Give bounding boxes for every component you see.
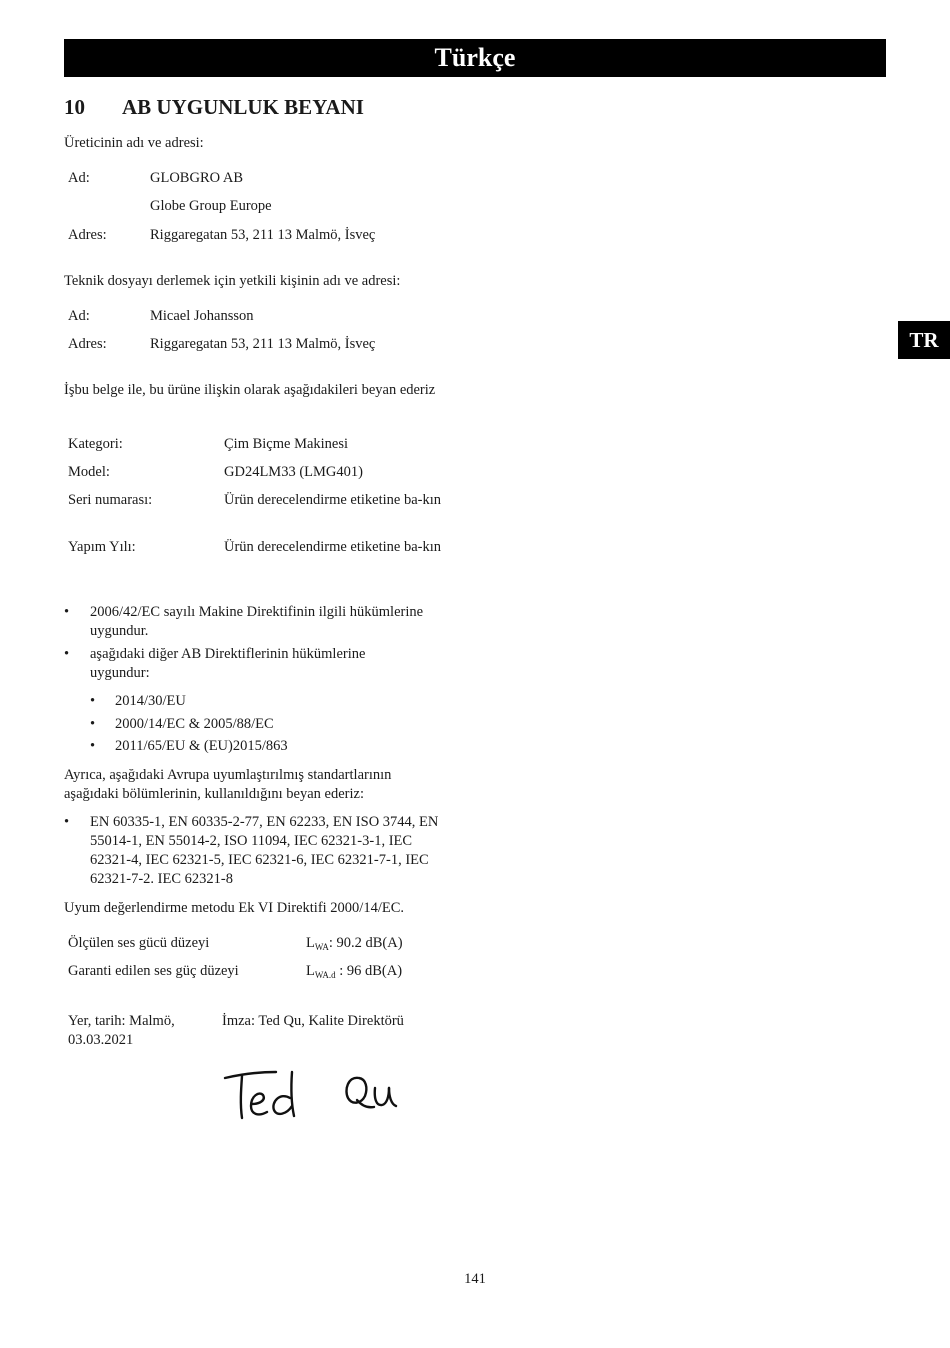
directive-sub-item: 2011/65/EU & (EU)2015/863 xyxy=(115,738,288,754)
technical-file-intro: Teknik dosyayı derlemek için yetkili kişinin adı ve adresi: xyxy=(64,273,401,289)
signature-label: İmza: Ted Qu, Kalite Direktörü xyxy=(222,1013,404,1029)
technical-file-address: Riggaregatan 53, 211 13 Malmö, İsveç xyxy=(150,336,376,352)
declaration-row-label: Yapım Yılı: xyxy=(68,539,136,555)
declaration-row-value: GD24LM33 (LMG401) xyxy=(224,464,363,480)
measured-noise-value: $L_{WA}$: 90.2 dB(A) xyxy=(306,935,403,952)
bullet-icon: • xyxy=(90,693,96,709)
declaration-row-label: Model: xyxy=(68,464,110,480)
technical-file-name: Micael Johansson xyxy=(150,308,254,324)
declaration-row-value: Ürün derecelendirme etiketine ba-kın xyxy=(224,492,441,508)
manufacturer-intro: Üreticinin adı ve adresi: xyxy=(64,135,204,151)
page-number: 141 xyxy=(464,1271,486,1287)
section-title: AB UYGUNLUK BEYANI xyxy=(122,95,364,119)
manufacturer-name: GLOBGRO AB xyxy=(150,170,244,186)
declaration-row-label: Kategori: xyxy=(68,436,123,452)
place-date: Yer, tarih: Malmö, 03.03.2021 xyxy=(68,1013,175,1048)
directive-item: aşağıdaki diğer AB Direktiflerinin hükümlerine uygundur: xyxy=(90,646,366,681)
manufacturer-address: Riggaregatan 53, 211 13 Malmö, İsveç xyxy=(150,227,376,243)
declaration-row-label: Seri numarası: xyxy=(68,492,153,508)
declaration-row-value: Çim Biçme Makinesi xyxy=(224,436,349,452)
declaration-row-value: Ürün derecelendirme etiketine ba-kın xyxy=(224,539,441,555)
language-title: Türkçe xyxy=(434,43,516,72)
measured-noise-label: Ölçülen ses gücü düzeyi xyxy=(68,935,210,951)
standards-intro: Ayrıca, aşağıdaki Avrupa uyumlaştırılmış standartlarının aşağıdaki bölümlerinin, kullanıldığını beyan ederiz: xyxy=(64,767,392,802)
directive-item: 2006/42/EC sayılı Makine Direktifinin ilgili hükümlerine uygundur. xyxy=(90,604,424,639)
bullet-icon: • xyxy=(64,604,70,620)
directive-sub-item: 2014/30/EU xyxy=(115,693,186,709)
language-header-bar xyxy=(64,39,886,77)
bullet-icon: • xyxy=(64,646,70,662)
guaranteed-noise-value: $L_{WA.d}$ : 96 dB(A) xyxy=(306,963,403,980)
technical-file-name-label: Ad: xyxy=(68,308,90,324)
manufacturer-name-label: Ad: xyxy=(68,170,90,186)
bullet-icon: • xyxy=(64,814,70,830)
declaration-intro: İşbu belge ile, bu ürüne ilişkin olarak aşağıdakileri beyan ederiz xyxy=(64,382,436,398)
manufacturer-name-line2: Globe Group Europe xyxy=(150,198,272,214)
directive-sub-item: 2000/14/EC & 2005/88/EC xyxy=(115,716,274,732)
technical-file-address-label: Adres: xyxy=(68,336,107,352)
guaranteed-noise-label: Garanti edilen ses güç düzeyi xyxy=(68,963,239,979)
conformity-method: Uyum değerlendirme metodu Ek VI Direktifi 2000/14/EC. xyxy=(64,900,405,916)
section-number: 10 xyxy=(64,95,85,119)
standards-list: EN 60335-1, EN 60335-2-77, EN 62233, EN ISO 3744, EN 55014-1, EN 55014-2, ISO 11094, IEC 62321-3-1, IEC 62321-4, IEC 62321-5, IEC 62321-6, IEC 62321-7-1, IEC 62321-7-2. IEC 62321-8 xyxy=(90,814,439,887)
handwritten-signature xyxy=(220,1060,410,1126)
manufacturer-address-label: Adres: xyxy=(68,227,107,243)
language-tab-tr xyxy=(898,321,950,359)
language-tab-label: TR xyxy=(909,327,939,352)
bullet-icon: • xyxy=(90,716,96,732)
bullet-icon: • xyxy=(90,738,96,754)
